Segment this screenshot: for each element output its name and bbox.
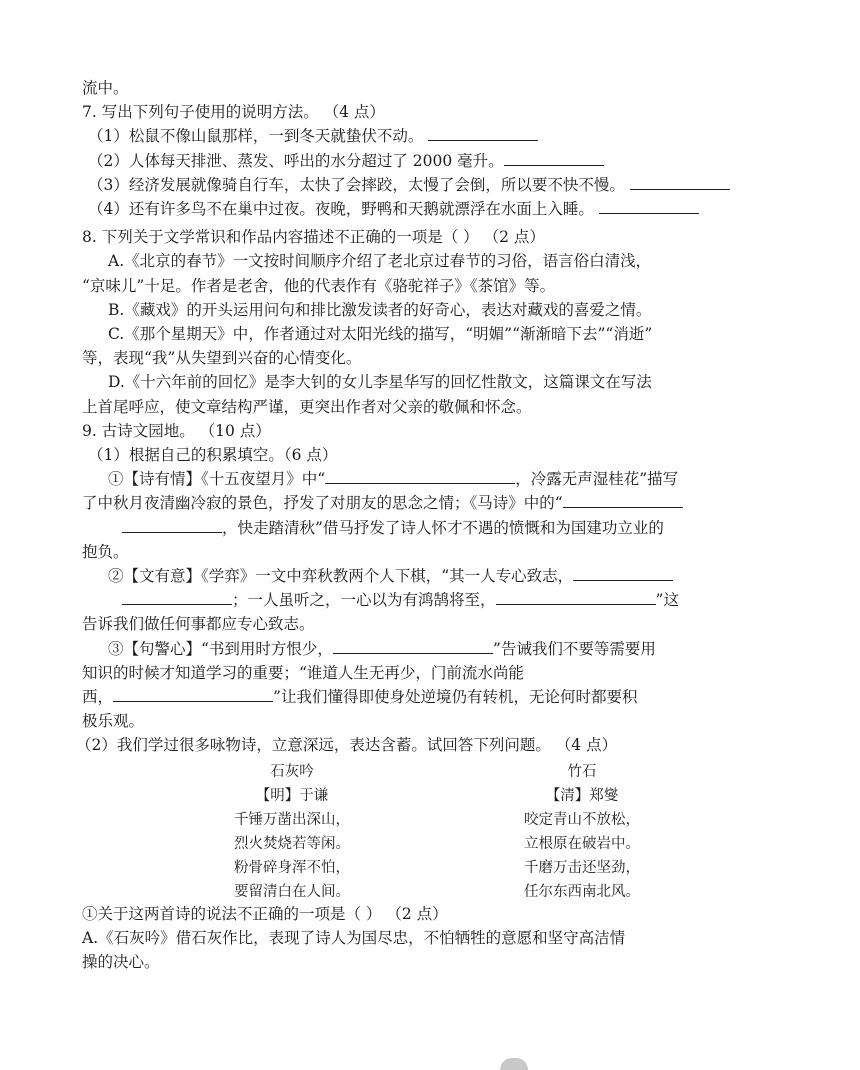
answer-blank[interactable] bbox=[113, 685, 273, 702]
poem-line: 千锤万凿出深山， bbox=[234, 811, 350, 828]
answer-blank[interactable] bbox=[630, 173, 730, 190]
question-9-1-a-cont2: ，快走踏清秋”借马抒发了诗人怀才不遇的愤慨和为国建功立业的 bbox=[82, 516, 800, 540]
question-8-option-a: A.《北京的春节》一文按时间顺序介绍了老北京过春节的习俗，语言俗白清浅， bbox=[108, 252, 652, 271]
question-9-2-1: ①关于这两首诗的说法不正确的一项是（ ） （2 点） bbox=[82, 904, 448, 923]
question-7-item-1: （1）松鼠不像山鼠那样，一到冬天就蛰伏不动。 bbox=[82, 124, 800, 148]
question-7-item-4: （4）还有许多鸟不在巢中过夜。夜晚，野鸭和天鹅就漂浮在水面上入睡。 bbox=[82, 197, 800, 221]
question-9-1-b-cont: ；一人虽听之，一心以为有鸿鹄将至， ”这 bbox=[82, 588, 800, 612]
poem-title: 石灰吟 bbox=[270, 763, 314, 780]
answer-blank[interactable] bbox=[496, 588, 656, 605]
poem-line: 要留清白在人间。 bbox=[234, 883, 350, 900]
scan-mark bbox=[500, 1058, 528, 1070]
question-7-heading: 7. 写出下列句子使用的说明方法。 （4 点） bbox=[82, 103, 385, 122]
poem-line: 咬定青山不放松， bbox=[524, 811, 640, 828]
answer-blank[interactable] bbox=[504, 149, 604, 166]
question-9-1-c: ③【句警心】“书到用时方恨少， ”告诫我们不要等需要用 bbox=[82, 637, 800, 661]
poem-shi-hui-yin bbox=[182, 760, 402, 904]
question-7-item-3: （3）经济发展就像骑自行车，太快了会摔跤，太慢了会倒，所以要不快不慢。 bbox=[82, 173, 800, 197]
poem-line: 千磨万击还坚劲， bbox=[524, 859, 640, 876]
question-9-1-c-cont3: 极乐观。 bbox=[82, 712, 145, 731]
poem-comparison bbox=[82, 760, 800, 902]
question-9-heading: 9. 古诗文园地。 （10 点） bbox=[82, 421, 271, 440]
question-8-option-c-cont: 等，表现“我”从失望到兴奋的心情变化。 bbox=[82, 349, 362, 368]
poem-zhu-shi bbox=[482, 760, 682, 904]
question-9-1-c-cont: 知识的时候才知道学习的重要；“谁道人生无再少，门前流水尚能 bbox=[82, 663, 524, 682]
question-9-1-b: ②【文有意】《学弈》一文中弈秋教两个人下棋，“其一人专心致志， bbox=[82, 564, 800, 588]
question-9-2-option-a-cont: 操的决心。 bbox=[82, 953, 160, 972]
poem-author: 【明】于谦 bbox=[255, 787, 329, 804]
answer-blank[interactable] bbox=[325, 467, 515, 484]
answer-blank[interactable] bbox=[428, 124, 538, 141]
question-9-1-a-cont: 了中秋月夜清幽冷寂的景色，抒发了对朋友的思念之情；《马诗》中的“ bbox=[82, 491, 800, 515]
question-9-1-b-cont2: 告诉我们做任何事都应专心致志。 bbox=[82, 615, 315, 634]
question-9-part-1: （1）根据自己的积累填空。（6 点） bbox=[88, 446, 338, 465]
question-8-option-b: B.《藏戏》的开头运用问句和排比激发读者的好奇心，表达对藏戏的喜爱之情。 bbox=[108, 300, 652, 319]
question-8-heading: 8. 下列关于文学常识和作品内容描述不正确的一项是（ ） （2 点） bbox=[82, 228, 545, 247]
answer-blank[interactable] bbox=[599, 197, 699, 214]
answer-blank[interactable] bbox=[563, 491, 683, 508]
poem-line: 立根原在破岩中。 bbox=[524, 835, 640, 852]
poem-line: 粉骨碎身浑不怕， bbox=[234, 859, 350, 876]
question-8-option-d: D.《十六年前的回忆》是李大钊的女儿李星华写的回忆性散文，这篇课文在写法 bbox=[108, 373, 652, 392]
question-7-item-2: （2）人体每天排泄、蒸发、呼出的水分超过了 2000 毫升。 bbox=[82, 149, 800, 173]
poem-line: 任尔东西南北风。 bbox=[524, 883, 640, 900]
question-9-1-c-cont2: 西， ”让我们懂得即使身处逆境仍有转机，无论何时都要积 bbox=[82, 685, 800, 709]
answer-blank[interactable] bbox=[122, 588, 232, 605]
question-9-1-a-cont3: 抱负。 bbox=[82, 542, 129, 561]
poem-title: 竹石 bbox=[567, 763, 597, 780]
poem-line: 烈火焚烧若等闲。 bbox=[234, 835, 350, 852]
answer-blank[interactable] bbox=[122, 516, 222, 533]
question-9-1-a: ①【诗有情】《十五夜望月》中“ ，冷露无声湿桂花”描写 bbox=[82, 467, 800, 491]
answer-blank[interactable] bbox=[333, 637, 493, 654]
poem-author: 【清】郑燮 bbox=[545, 787, 619, 804]
text-line: 流中。 bbox=[82, 79, 129, 97]
question-8-option-a-cont: “京味儿”十足。作者是老舍，他的代表作有《骆驼祥子》《茶馆》等。 bbox=[82, 276, 556, 295]
question-8-option-c: C.《那个星期天》中，作者通过对太阳光线的描写，“明媚”“渐渐暗下去”“消逝” bbox=[108, 325, 653, 344]
question-9-2-option-a: A.《石灰吟》借石灰作比，表现了诗人为国尽忠，不怕牺牲的意愿和坚守高洁情 bbox=[82, 928, 626, 947]
question-9-part-2: （2）我们学过很多咏物诗，立意深远，表达含蓄。试回答下列问题。 （4 点） bbox=[76, 736, 618, 755]
question-8-option-d-cont: 上首尾呼应，使文章结构严谨，更突出作者对父亲的敬佩和怀念。 bbox=[82, 397, 532, 416]
answer-blank[interactable] bbox=[573, 564, 673, 581]
